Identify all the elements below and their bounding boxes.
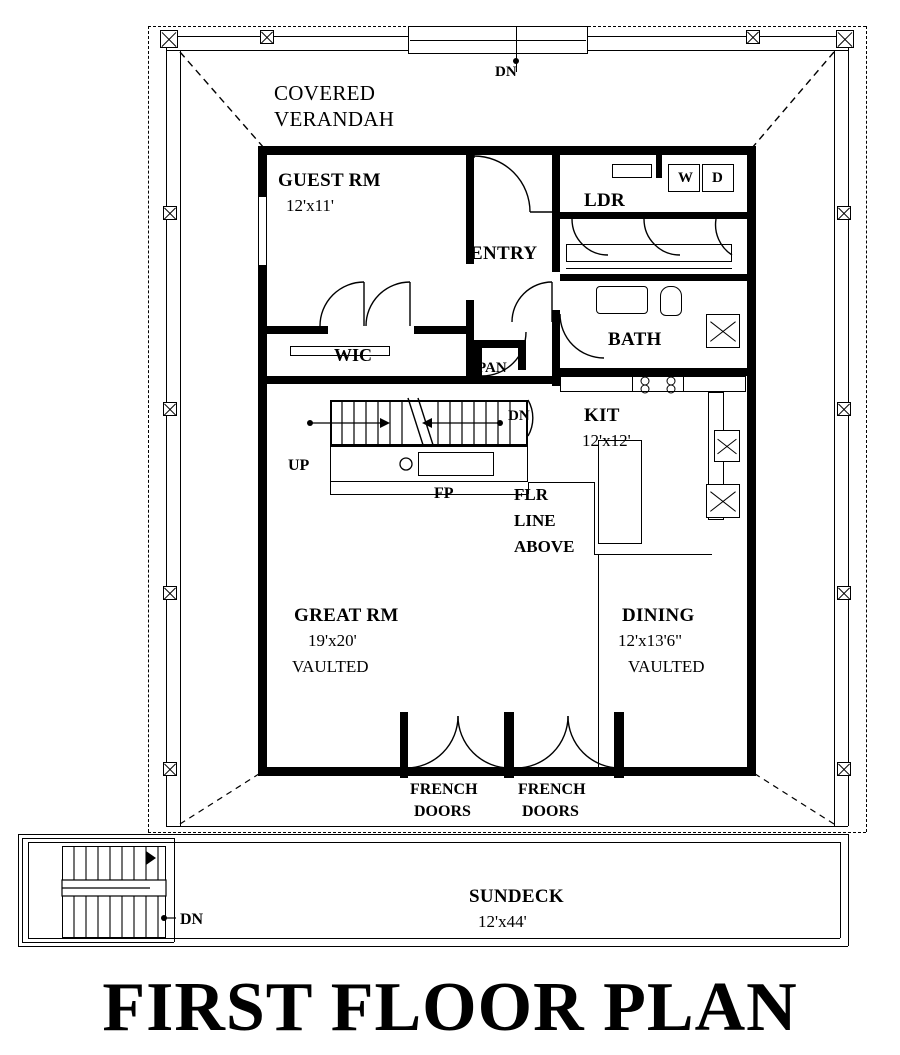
wall-hall-south <box>474 376 554 384</box>
french-doors-left-1: FRENCH <box>410 781 478 798</box>
stair-newel-up <box>307 420 313 426</box>
verandah-rail-left-outer <box>166 36 167 826</box>
kitchen-window-east-lower <box>706 484 740 518</box>
sundeck-top-edge <box>18 834 848 835</box>
dn-label-bottom: DN <box>180 911 204 928</box>
flr-line-above-top <box>528 482 594 483</box>
sundeck-dims: 12'x44' <box>478 912 527 931</box>
covered-verandah-line1: COVERED <box>274 81 376 105</box>
fireplace-firebox <box>418 452 494 476</box>
sundeck-inner-bottom <box>28 938 840 939</box>
washer-label: W <box>678 170 693 186</box>
ldr-window <box>612 164 652 178</box>
sundeck-bottom-edge <box>18 946 848 947</box>
ext-stair-box-left <box>22 838 23 942</box>
stair-outline-top <box>330 400 528 402</box>
flr-line-above-2: LINE <box>514 511 556 530</box>
wall-bath-north <box>560 274 756 281</box>
wall-wic-south <box>266 376 474 384</box>
post-top-mid-left <box>260 30 274 44</box>
dining-name: DINING <box>622 605 695 626</box>
kitchen-cooktop <box>632 376 684 392</box>
bath-shower <box>706 314 740 348</box>
wall-guest-east-lower <box>466 300 474 384</box>
wall-guest-south-b <box>414 326 474 334</box>
dining-dims: 12'x13'6" <box>618 631 683 650</box>
post-left-mid <box>163 402 177 416</box>
french-doors-left-2: DOORS <box>414 803 471 820</box>
fp-label: FP <box>434 485 454 502</box>
ldr-label: LDR <box>584 190 626 211</box>
ext-stair-box-right <box>174 838 175 942</box>
great-room-name: GREAT RM <box>294 605 399 626</box>
post-left-bottom <box>163 762 177 776</box>
wall-ldr-partition <box>656 154 662 178</box>
exterior-wall-right <box>747 146 756 776</box>
sundeck-inner-right <box>840 842 841 938</box>
great-dining-divider <box>598 554 599 768</box>
wall-entry-east-lower <box>552 310 560 386</box>
post-top-left <box>160 30 178 48</box>
sundeck-right-edge <box>848 834 849 946</box>
wall-ldr-south <box>560 212 756 219</box>
deck-outline-bottom <box>148 832 866 833</box>
covered-verandah-line2: VERANDAH <box>274 107 395 131</box>
post-top-mid-right <box>746 30 760 44</box>
flr-line-above-vertical <box>594 482 595 554</box>
flr-line-above-3: ABOVE <box>514 537 575 556</box>
bath-tub <box>596 286 648 314</box>
bath-label: BATH <box>608 329 662 350</box>
post-left-lower <box>163 586 177 600</box>
french-door-head-right <box>614 712 624 768</box>
verandah-rail-left-inner <box>180 50 181 826</box>
fireplace-base-left <box>330 482 331 494</box>
ext-stair-newel <box>161 915 167 921</box>
wall-pan-east <box>518 340 526 370</box>
sundeck-name: SUNDECK <box>469 886 565 907</box>
french-door-head-mid <box>504 712 514 768</box>
guest-window-west <box>258 196 267 266</box>
sundeck-inner-top <box>28 842 840 843</box>
french-door-head-left <box>400 712 408 768</box>
post-right-upper <box>837 206 851 220</box>
bath-toilet <box>660 286 682 316</box>
guest-room-name: GUEST RM <box>278 170 381 191</box>
french-doors-right-1: FRENCH <box>518 781 586 798</box>
kitchen-window-east-upper <box>714 430 740 462</box>
stair-outline-left <box>330 400 332 446</box>
deck-outline-right <box>866 26 867 832</box>
great-room-dims: 19'x20' <box>308 631 357 650</box>
post-right-mid <box>837 402 851 416</box>
sundeck-inner-left <box>28 842 29 938</box>
ldr-counter <box>566 244 732 262</box>
post-left-upper <box>163 206 177 220</box>
exterior-wall-top <box>258 146 756 155</box>
deck-outline-left <box>148 26 149 832</box>
french-doors-right-2: DOORS <box>522 803 579 820</box>
flr-line-above-horizontal <box>594 554 712 555</box>
pan-label: PAN <box>477 360 507 376</box>
wall-entry-east <box>552 146 560 272</box>
up-label: UP <box>288 457 310 474</box>
dryer-label: D <box>712 170 723 186</box>
dn-label-stair: DN <box>508 408 530 424</box>
ext-stair-box-top <box>22 838 174 839</box>
wall-guest-south <box>266 326 328 334</box>
ext-stair-box-bottom <box>22 942 174 943</box>
sundeck-left-edge <box>18 834 19 946</box>
wall-bath-south <box>560 368 756 376</box>
kitchen-name: KIT <box>584 405 620 426</box>
ext-stair-outline <box>62 846 166 938</box>
post-right-bottom <box>837 762 851 776</box>
flr-line-above-1: FLR <box>514 485 548 504</box>
dining-note: VAULTED <box>628 657 705 676</box>
kitchen-dims: 12'x12' <box>582 431 631 450</box>
fireplace-base <box>330 494 528 495</box>
verandah-rail-bottom <box>166 826 848 827</box>
page-title: FIRST FLOOR PLAN <box>102 969 798 1046</box>
verandah-rail-right-outer <box>848 36 849 826</box>
post-top-right <box>836 30 854 48</box>
ldr-counter-line <box>566 268 732 269</box>
entry-label: ENTRY <box>470 243 538 264</box>
stair-newel-dn <box>497 420 503 426</box>
verandah-rail-right-inner <box>834 50 835 826</box>
dn-label-top: DN <box>495 64 517 80</box>
post-right-lower <box>837 586 851 600</box>
wic-label: WIC <box>334 345 373 365</box>
guest-room-dims: 12'x11' <box>286 196 334 215</box>
entry-stair-tread-1 <box>410 40 586 41</box>
kitchen-island <box>598 440 642 544</box>
great-room-note: VAULTED <box>292 657 369 676</box>
